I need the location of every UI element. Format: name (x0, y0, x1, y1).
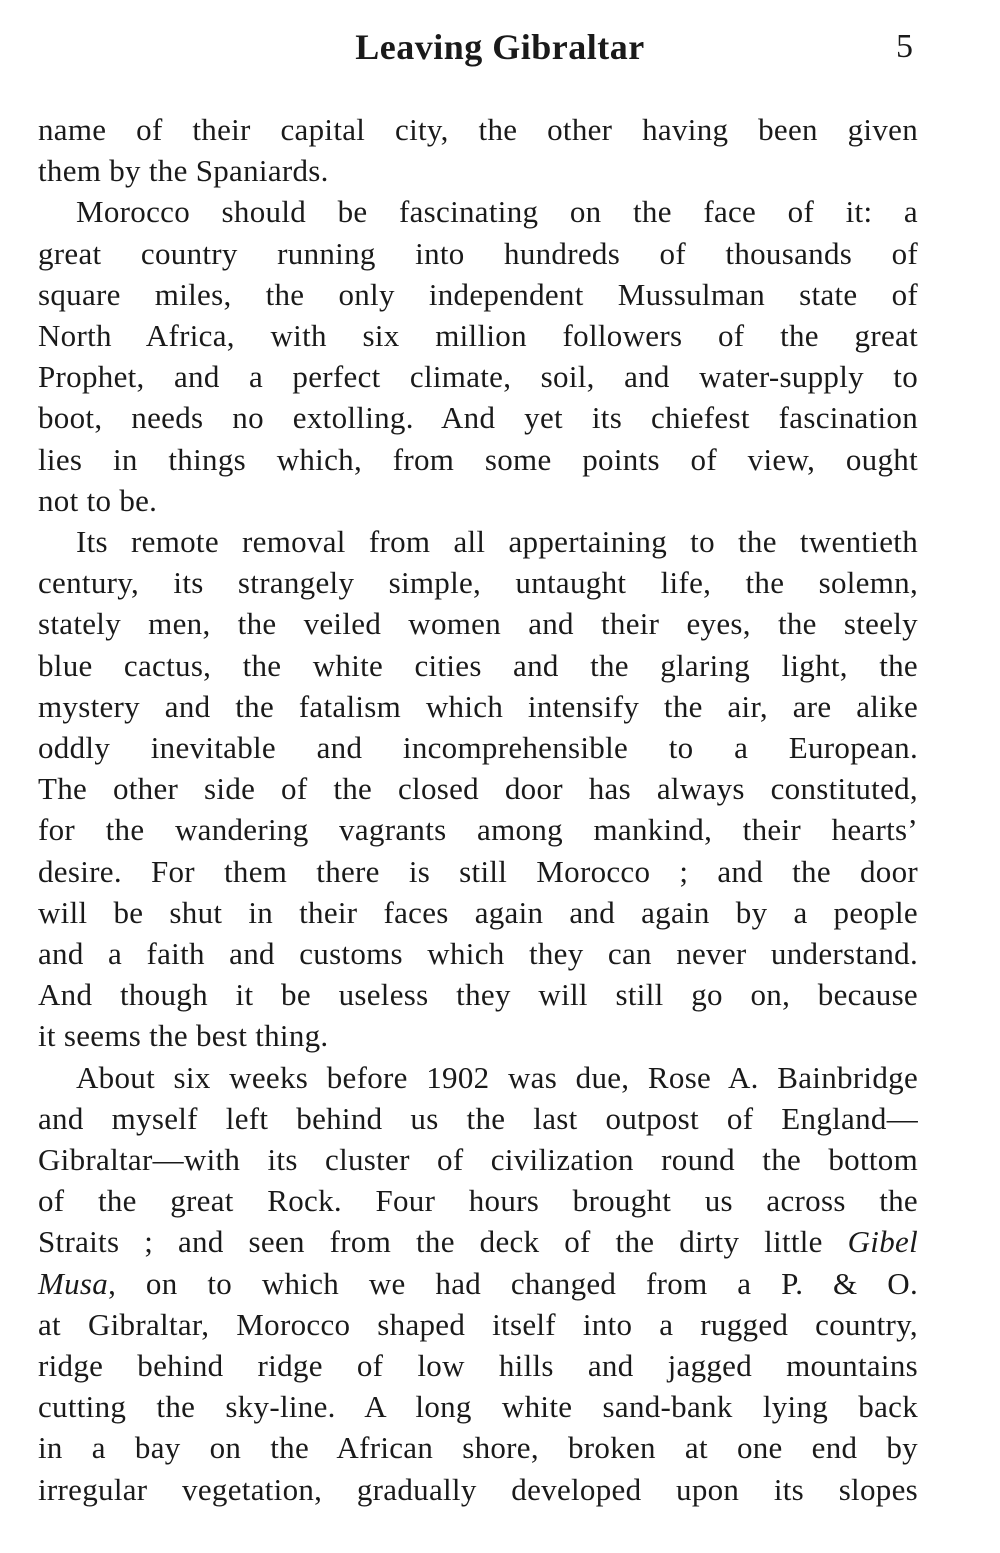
text-line (38, 604, 918, 644)
text-line (38, 398, 918, 438)
text-line (38, 975, 918, 1015)
text-line (38, 1470, 918, 1510)
line-text: Straits ; and seen from the deck of the dirty little (38, 1224, 823, 1260)
line-text: in a bay on the African shore, broken at one end by (38, 1430, 918, 1466)
line-text: stately men, the veiled women and their eyes, the steely (38, 606, 918, 642)
line-text: , on to which we had changed from a P. & O. (108, 1265, 918, 1301)
text-line (38, 1222, 918, 1262)
text-line (38, 810, 918, 850)
line-text: ridge behind ridge of low hills and jagged mountains (38, 1348, 918, 1383)
text-line (38, 563, 918, 603)
line-text: of the great Rock. Four hours brought us across the (38, 1183, 918, 1219)
line-text: it seems the best thing. (38, 1018, 329, 1054)
running-header (0, 26, 1000, 76)
text-line (38, 234, 918, 274)
text-line (38, 1305, 918, 1345)
line-text: name of their capital city, the other having been given (38, 112, 918, 147)
line-text: lies in things which, from some points of view, ought (38, 441, 918, 477)
line-text: mystery and the fatalism which intensify the air, are alike (38, 688, 918, 724)
text-line (38, 151, 918, 191)
line-text: not to be. (38, 482, 158, 518)
text-line (76, 522, 918, 562)
line-text: Gibraltar—with its cluster of civilization round the bottom (38, 1142, 918, 1177)
text-line (38, 1181, 918, 1221)
italic-text: Musa (38, 1265, 109, 1301)
text-line (76, 192, 918, 232)
text-line (38, 728, 918, 768)
text-line (38, 316, 918, 356)
text-line (38, 1264, 918, 1304)
text-line (38, 1016, 918, 1056)
text-line (38, 852, 918, 892)
page-number: 5 (896, 28, 913, 65)
line-text: and a faith and customs which they can never understand. (38, 936, 918, 971)
line-text: Its remote removal from all appertaining to the twentieth (76, 524, 918, 559)
italic-text: Gibel (847, 1224, 918, 1260)
text-line (38, 440, 918, 480)
line-text: blue cactus, the white cities and the glaring light, the (38, 647, 918, 683)
line-text: Morocco should be fascinating on the face of it: a (76, 194, 918, 230)
text-line (38, 769, 918, 809)
text-line (38, 1428, 918, 1468)
line-text: irregular vegetation, gradually developed upon its slopes (38, 1471, 918, 1507)
text-line (38, 110, 918, 150)
text-line (38, 646, 918, 686)
line-text: desire. For them there is still Morocco ; and the door (38, 853, 918, 889)
line-text: square miles, the only independent Mussulman state of (38, 276, 918, 312)
text-line (76, 1058, 918, 1098)
line-text: About six weeks before 1902 was due, Rose A. Bainbridge (76, 1059, 918, 1095)
line-text: will be shut in their faces again and again by a people (38, 894, 918, 930)
text-line (38, 275, 918, 315)
text-line (38, 1099, 918, 1139)
line-text: boot, needs no extolling. And yet its chiefest fascination (38, 400, 918, 436)
line-text: The other side of the closed door has always constituted, (38, 771, 918, 807)
text-line (38, 893, 918, 933)
text-line (38, 934, 918, 974)
running-title: Leaving Gibraltar (355, 27, 645, 67)
line-text: And though it be useless they will still go on, because (38, 977, 918, 1013)
line-text: North Africa, with six million followers of the great (38, 318, 918, 353)
text-line (38, 1346, 918, 1386)
text-line (38, 357, 918, 397)
line-text: them by the Spaniards. (38, 153, 329, 189)
line-text: great country running into hundreds of thousands of (38, 235, 918, 271)
text-line (38, 1387, 918, 1427)
text-line (38, 687, 918, 727)
line-text: Prophet, and a perfect climate, soil, and water-supply to (38, 359, 918, 395)
line-text: and myself left behind us the last outpost of England— (38, 1100, 918, 1136)
text-line (38, 1140, 918, 1180)
text-line (38, 481, 918, 521)
line-text: cutting the sky-line. A long white sand-bank lying back (38, 1389, 918, 1425)
line-text: at Gibraltar, Morocco shaped itself into a rugged country, (38, 1306, 918, 1342)
line-text: century, its strangely simple, untaught life, the solemn, (38, 565, 918, 601)
line-text: for the wandering vagrants among mankind, their hearts’ (38, 812, 918, 848)
line-text: oddly inevitable and incomprehensible to a European. (38, 730, 918, 765)
